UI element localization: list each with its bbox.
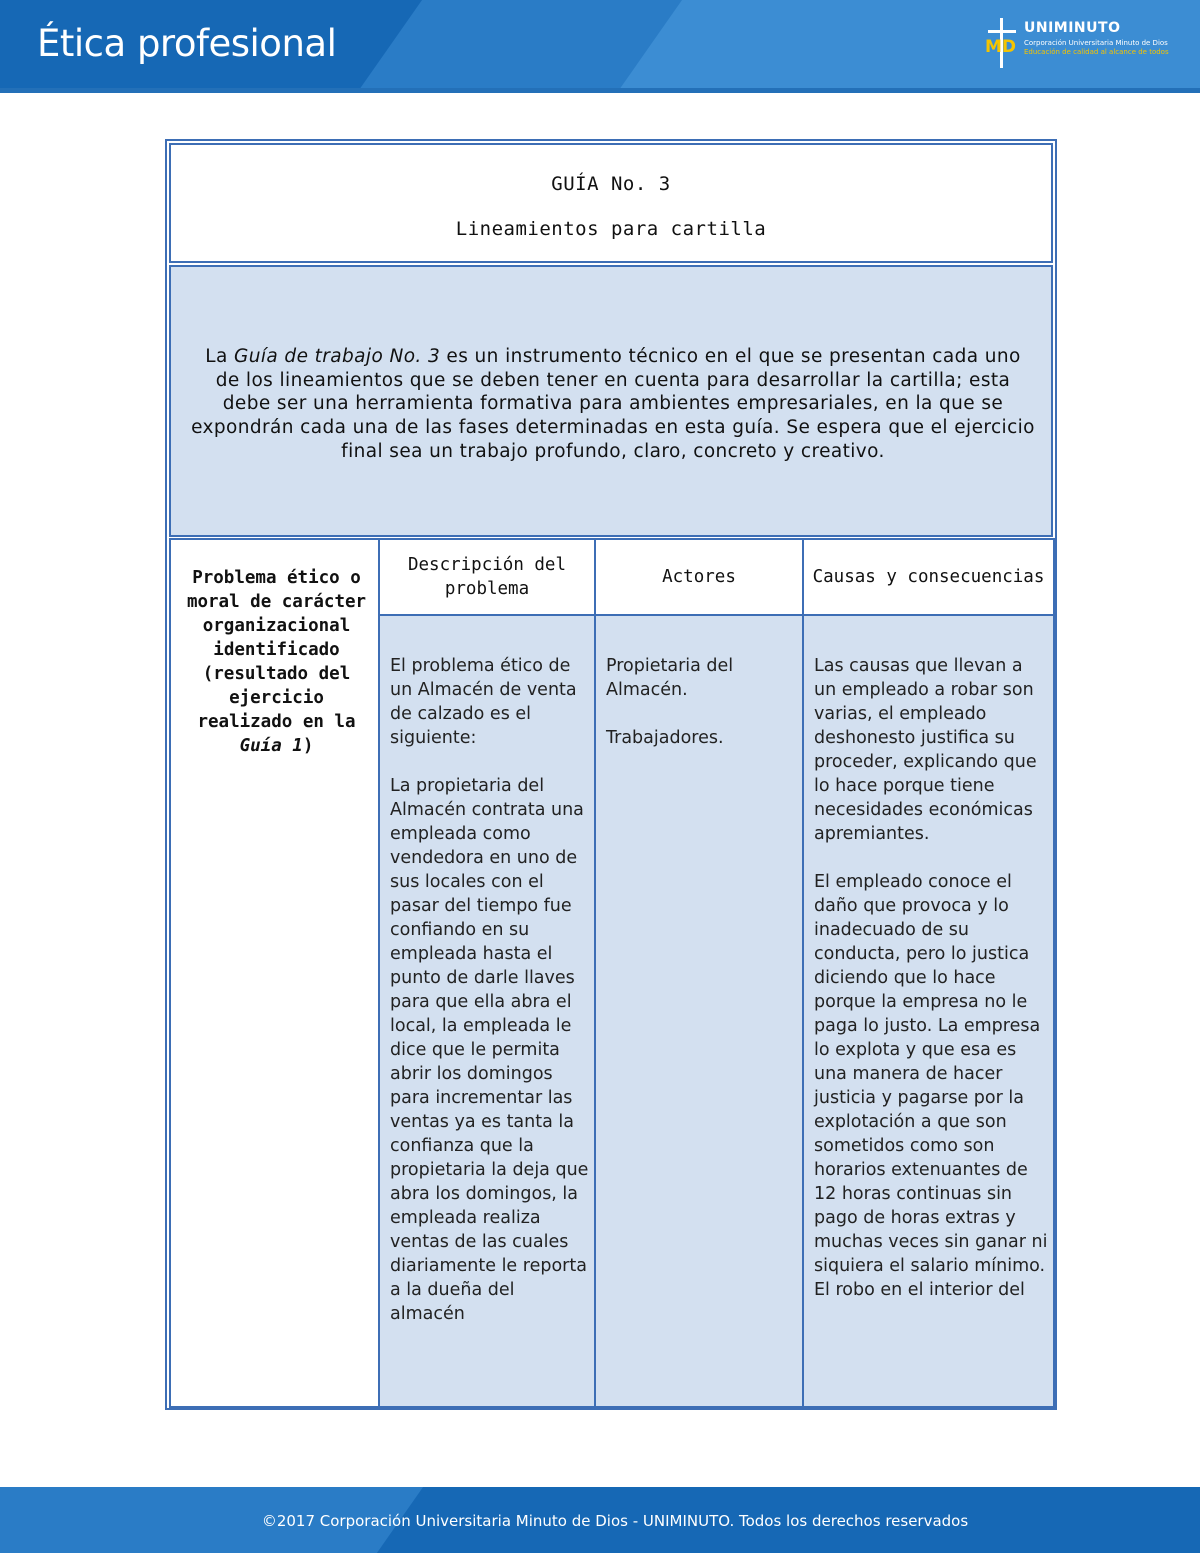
page-title: Ética profesional (37, 22, 337, 65)
problem-label-text: Problema ético o moral de carácter organizacional identificado (resultado del ejercicio realizado en la (186, 568, 367, 732)
problem-identified-label (179, 566, 374, 758)
problem-label-close: ) (302, 736, 314, 756)
logo-slogan: Educación de calidad al alcance de todos (1024, 48, 1169, 56)
intro-text-rest: es un instrumento técnico en el que se presentan cada uno de los lineamientos que se deben tener en cuenta para desarrollar la cartilla; esta debe ser una herramienta formativa para ambientes empresariales, en la que se expondrán cada una de las fases determinadas en esta guía. Se espera que el ejercicio final sea un trabajo profundo, claro, concreto y creativo. (191, 346, 1035, 462)
description-header: Descripción del problema (380, 540, 594, 616)
logo-name: UNIMINUTO (1024, 20, 1121, 36)
column-actors (594, 538, 804, 1408)
intro-guide-reference: Guía de trabajo No. 3 (234, 346, 441, 367)
description-cell (380, 616, 594, 1406)
actors-text: Propietaria del Almacén. Trabajadores. (606, 656, 734, 748)
causes-header: Causas y consecuencias (804, 540, 1053, 616)
guide-subtitle: Lineamientos para cartilla (455, 218, 767, 240)
actors-header: Actores (596, 540, 802, 616)
intro-paragraph (191, 345, 1035, 464)
description-text: El problema ético de un Almacén de venta de calzado es el siguiente: La propietaria del Almacén contrata una empleada como vendedora en uno de sus locales con el pasar del tiempo fue confiando en su empleada hasta el punto de darle llaves para que ella abra el local, la empleada le dice que le permita abrir los domingos para incrementar las ventas ya es tanta la confianza que la propietaria la deja que abra los domingos, la empleada realiza ventas de las cuales diariamente le reporta a la dueña del almacén (390, 656, 589, 1324)
copyright-text: ©2017 Corporación Universitaria Minuto de Dios - UNIMINUTO. Todos los derechos reservados (261, 1512, 969, 1530)
causes-cell (804, 616, 1053, 1406)
page-header (0, 0, 1200, 88)
logo-tagline: Corporación Universitaria Minuto de Dios (1024, 39, 1168, 47)
guide-table (165, 139, 1057, 1410)
page-footer (0, 1487, 1200, 1553)
problem-label-guide-ref: Guía 1 (239, 736, 303, 756)
svg-text:MD: MD (985, 37, 1017, 57)
header-stripe (0, 88, 1200, 93)
column-problem-identified (169, 538, 380, 1408)
uniminuto-logo (984, 14, 1174, 72)
guide-title-box (169, 143, 1053, 263)
intro-box (169, 265, 1053, 537)
intro-text-start: La (205, 346, 235, 367)
causes-text: Las causas que llevan a un empleado a robar son varias, el empleado deshonesto justifica su proceder, explicando que lo hace porque tiene necesidades económicas apremiantes. El empleado conoce el daño que provoca y lo inadecuado de su conducta, pero lo justica diciendo que lo hace porque la empresa no le paga lo justo. La empresa lo explota y que esa es una manera de hacer justicia y pagarse por la explotación a que son sometidos como son horarios extenuantes de 12 horas continuas sin pago de horas extras y muchas veces sin ganar ni siquiera el salario mínimo. El robo en el interior del (814, 656, 1048, 1300)
uniminuto-logo-icon (984, 16, 1022, 70)
actors-cell (596, 616, 802, 1406)
column-causes (802, 538, 1055, 1408)
column-description (378, 538, 596, 1408)
guide-number: GUÍA No. 3 (551, 173, 671, 195)
